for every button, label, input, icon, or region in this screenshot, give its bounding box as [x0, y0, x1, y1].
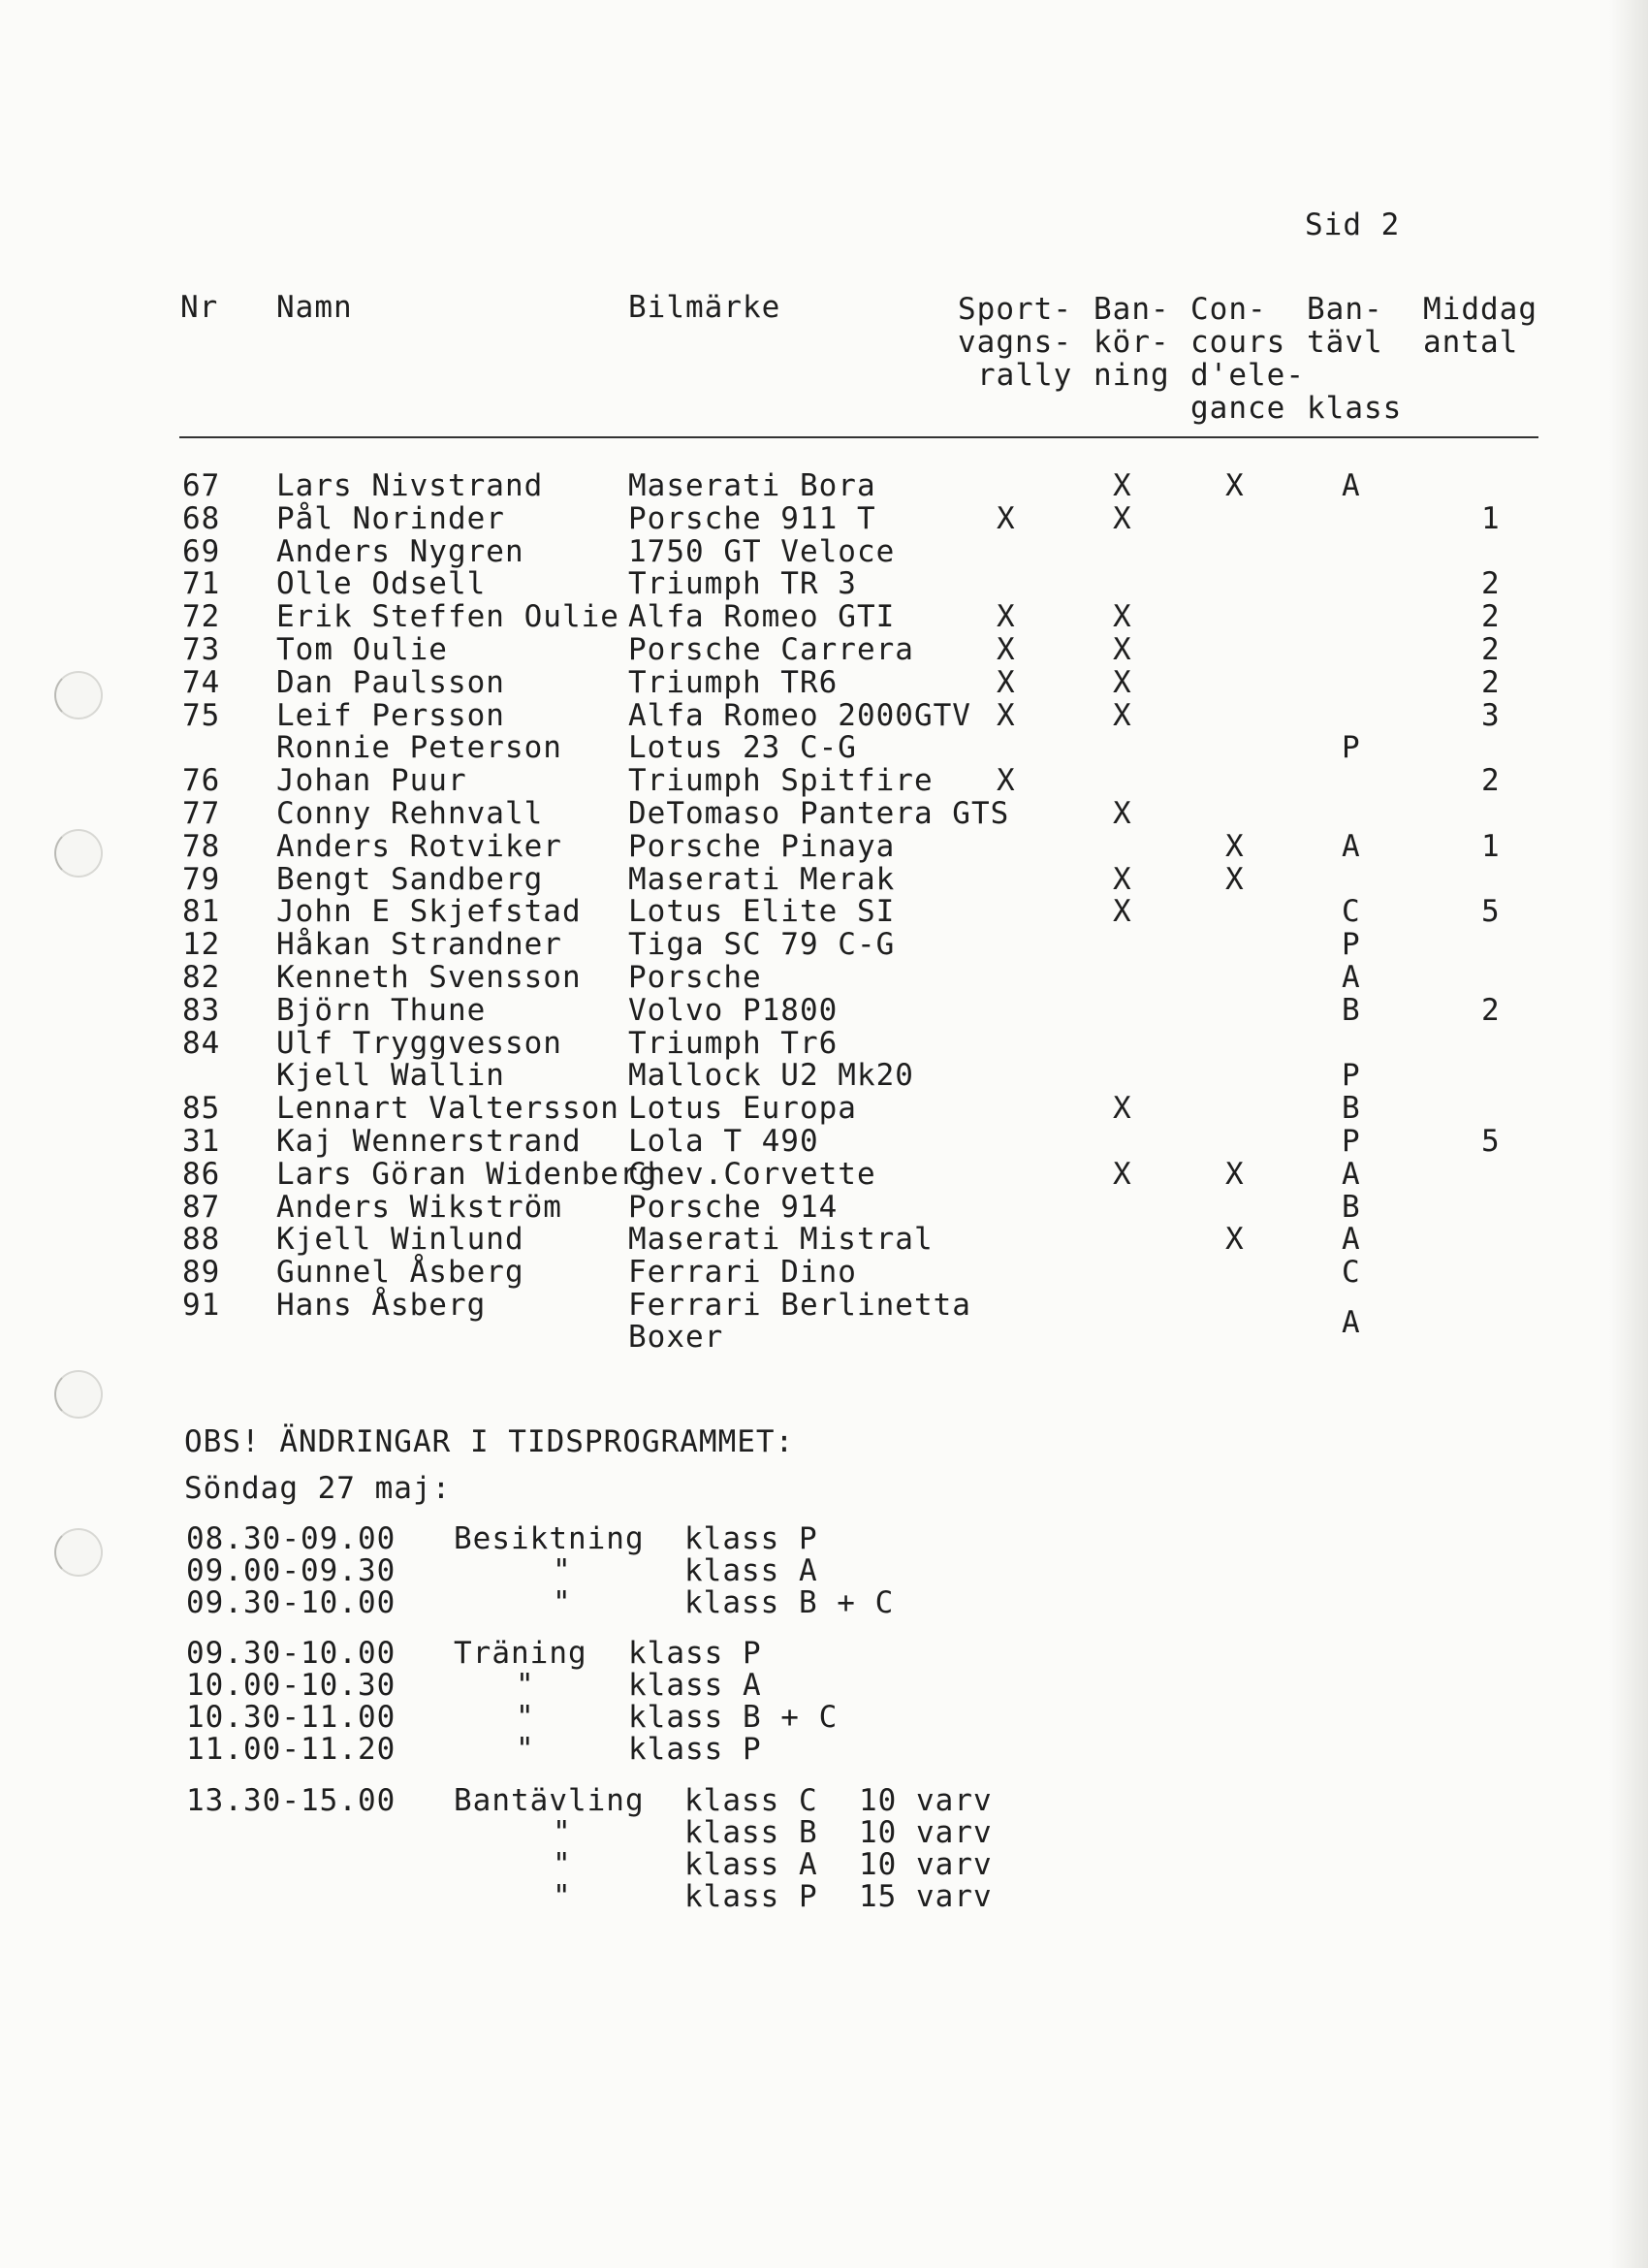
- header-ban-1: Ban-: [1093, 292, 1170, 327]
- row-car: Triumph TR6: [628, 664, 839, 700]
- row-name: Gunnel Åsberg: [276, 1255, 524, 1291]
- schedule-event: ": [553, 1815, 572, 1850]
- row-klass: A: [1342, 960, 1361, 995]
- row-name: Bengt Sandberg: [276, 861, 544, 897]
- row-nr: 67: [182, 468, 221, 503]
- row-middag: 2: [1481, 566, 1501, 602]
- row-middag: 5: [1481, 1124, 1501, 1159]
- row-middag: 2: [1481, 664, 1501, 700]
- row-car: Alfa Romeo GTI: [628, 599, 896, 635]
- row-car: Chev.Corvette: [628, 1156, 876, 1192]
- row-car: Maserati Mistral: [628, 1222, 934, 1258]
- row-klass: A: [1342, 1156, 1361, 1192]
- row-middag: 5: [1481, 894, 1501, 930]
- header-middag-2: antal: [1423, 325, 1519, 360]
- row-car: Maserati Merak: [628, 861, 896, 897]
- row-name: Lennart Valtersson: [276, 1091, 619, 1127]
- row-nr: 79: [182, 861, 221, 897]
- header-nr: Nr: [180, 290, 219, 325]
- row-name: Hans Åsberg: [276, 1288, 487, 1323]
- row-name: Erik Steffen Oulie: [276, 599, 619, 635]
- schedule-klass: klass A: [684, 1847, 818, 1882]
- row-klass: C: [1342, 1255, 1361, 1291]
- schedule-time: 09.30-10.00: [186, 1636, 396, 1671]
- row-klass: P: [1342, 1124, 1361, 1159]
- schedule-time: 09.30-10.00: [186, 1585, 396, 1620]
- row-name: Tom Oulie: [276, 632, 448, 667]
- row-car: Porsche Pinaya: [628, 828, 896, 864]
- row-name: Anders Wikström: [276, 1189, 562, 1225]
- row-nr: 74: [182, 664, 221, 700]
- schedule-varv: 10 varv: [859, 1815, 993, 1850]
- row-nr: 91: [182, 1288, 221, 1323]
- row-car: Lola T 490: [628, 1124, 819, 1159]
- row-name: Pål Norinder: [276, 500, 505, 536]
- row-klass: P: [1342, 1058, 1361, 1094]
- row-concours: X: [1225, 1156, 1245, 1192]
- row-nr: 31: [182, 1124, 221, 1159]
- row-car: Volvo P1800: [628, 992, 839, 1028]
- schedule-varv: 10 varv: [859, 1847, 993, 1882]
- schedule-klass: klass P: [684, 1521, 818, 1556]
- row-car: DeTomaso Pantera GTS: [628, 796, 1010, 831]
- header-ban-2: kör-: [1093, 325, 1170, 360]
- row-bankorning: X: [1113, 1091, 1132, 1127]
- row-middag: 2: [1481, 599, 1501, 635]
- header-con-4: gance: [1190, 391, 1286, 426]
- schedule-klass: klass B + C: [684, 1585, 895, 1620]
- schedule-time: 13.30-15.00: [186, 1783, 396, 1818]
- row-bankorning: X: [1113, 894, 1132, 930]
- row-name: Anders Rotviker: [276, 828, 562, 864]
- row-nr: 89: [182, 1255, 221, 1291]
- header-sport-3: rally: [977, 358, 1073, 393]
- row-nr: 88: [182, 1222, 221, 1258]
- header-divider: [179, 436, 1538, 438]
- schedule-time: 08.30-09.00: [186, 1521, 396, 1556]
- schedule-event: Besiktning: [454, 1521, 645, 1556]
- schedule-event: ": [553, 1585, 572, 1620]
- row-bankorning: X: [1113, 468, 1132, 503]
- row-sport: X: [997, 632, 1016, 667]
- header-tavl-1: Ban-: [1307, 292, 1383, 327]
- schedule-klass: klass P: [684, 1879, 818, 1914]
- header-ban-3: ning: [1093, 358, 1170, 393]
- row-nr: 71: [182, 566, 221, 602]
- row-bankorning: X: [1113, 632, 1132, 667]
- schedule-varv: 15 varv: [859, 1879, 993, 1914]
- header-con-1: Con-: [1190, 292, 1267, 327]
- row-name: Håkan Strandner: [276, 927, 562, 963]
- row-middag: 2: [1481, 763, 1501, 799]
- schedule-klass: klass A: [628, 1668, 762, 1703]
- row-name: Lars Göran Widenberg: [276, 1156, 658, 1192]
- row-sport: X: [997, 664, 1016, 700]
- row-bankorning: X: [1113, 796, 1132, 831]
- row-nr: 12: [182, 927, 221, 963]
- row-bankorning: X: [1113, 1156, 1132, 1192]
- row-middag: 3: [1481, 697, 1501, 733]
- row-car: Triumph TR 3: [628, 566, 857, 602]
- row-car: 1750 GT Veloce: [628, 533, 896, 569]
- schedule-event: ": [516, 1732, 535, 1767]
- schedule-klass: klass P: [628, 1636, 762, 1671]
- schedule-time: 10.30-11.00: [186, 1700, 396, 1735]
- row-name: Ronnie Peterson: [276, 730, 562, 766]
- row-middag: 1: [1481, 828, 1501, 864]
- paper-edge-shadow: [1609, 0, 1648, 2268]
- row-nr: 77: [182, 796, 221, 831]
- row-car: Mallock U2 Mk20: [628, 1058, 914, 1094]
- row-name: John E Skjefstad: [276, 894, 582, 930]
- row-sport: X: [997, 500, 1016, 536]
- last-row-car-line2: Boxer: [628, 1320, 724, 1355]
- row-klass: C: [1342, 894, 1361, 930]
- schedule-event: ": [516, 1668, 535, 1703]
- schedule-event: ": [553, 1879, 572, 1914]
- row-car: Alfa Romeo 2000GTV: [628, 697, 971, 733]
- row-nr: 85: [182, 1091, 221, 1127]
- row-middag: 2: [1481, 632, 1501, 667]
- row-name: Kjell Winlund: [276, 1222, 524, 1258]
- row-bankorning: X: [1113, 599, 1132, 635]
- row-car: Lotus Elite SI: [628, 894, 896, 930]
- row-bankorning: X: [1113, 500, 1132, 536]
- punch-hole: [54, 1528, 103, 1577]
- row-concours: X: [1225, 468, 1245, 503]
- row-nr: 72: [182, 599, 221, 635]
- row-nr: 75: [182, 697, 221, 733]
- row-name: Johan Puur: [276, 763, 467, 799]
- row-car: Ferrari Dino: [628, 1255, 857, 1291]
- schedule-event: Bantävling: [454, 1783, 645, 1818]
- row-name: Ulf Tryggvesson: [276, 1025, 562, 1061]
- row-klass: P: [1342, 927, 1361, 963]
- row-klass: B: [1342, 1189, 1361, 1225]
- schedule-varv: 10 varv: [859, 1783, 993, 1818]
- row-car: Lotus 23 C-G: [628, 730, 857, 766]
- row-nr: 83: [182, 992, 221, 1028]
- row-name: Leif Persson: [276, 697, 505, 733]
- schedule-klass: klass P: [628, 1732, 762, 1767]
- row-nr: 78: [182, 828, 221, 864]
- row-car: Ferrari Berlinetta: [628, 1288, 971, 1323]
- row-name: Björn Thune: [276, 992, 487, 1028]
- row-car: Lotus Europa: [628, 1091, 857, 1127]
- header-sport-2: vagns-: [958, 325, 1072, 360]
- header-bilmarke: Bilmärke: [628, 290, 781, 325]
- header-sport-1: Sport-: [958, 292, 1072, 327]
- row-concours: X: [1225, 828, 1245, 864]
- row-car: Porsche: [628, 960, 762, 995]
- header-con-2: cours: [1190, 325, 1286, 360]
- punch-hole: [54, 671, 103, 719]
- row-middag: 2: [1481, 992, 1501, 1028]
- schedule-klass: klass B + C: [628, 1700, 839, 1735]
- row-klass: P: [1342, 730, 1361, 766]
- row-car: Triumph Spitfire: [628, 763, 934, 799]
- row-klass: B: [1342, 992, 1361, 1028]
- row-bankorning: X: [1113, 664, 1132, 700]
- row-name: Kaj Wennerstrand: [276, 1124, 582, 1159]
- obs-date: Söndag 27 maj:: [184, 1471, 452, 1506]
- obs-heading: OBS! ÄNDRINGAR I TIDSPROGRAMMET:: [184, 1424, 795, 1459]
- row-klass: A: [1342, 468, 1361, 503]
- row-name: Kenneth Svensson: [276, 960, 582, 995]
- row-name: Olle Odsell: [276, 566, 487, 602]
- row-car: Porsche Carrera: [628, 632, 914, 667]
- header-middag-1: Middag: [1423, 292, 1537, 327]
- schedule-klass: klass A: [684, 1553, 818, 1588]
- row-nr: 82: [182, 960, 221, 995]
- row-car: Porsche 911 T: [628, 500, 876, 536]
- row-concours: X: [1225, 861, 1245, 897]
- row-klass: B: [1342, 1091, 1361, 1127]
- row-car: Triumph Tr6: [628, 1025, 839, 1061]
- schedule-klass: klass C: [684, 1783, 818, 1818]
- row-nr: 87: [182, 1189, 221, 1225]
- schedule-event: ": [516, 1700, 535, 1735]
- header-con-3: d'ele-: [1190, 358, 1305, 393]
- header-tavl-2: tävl: [1307, 325, 1383, 360]
- row-klass: A: [1342, 828, 1361, 864]
- row-sport: X: [997, 763, 1016, 799]
- row-nr: 81: [182, 894, 221, 930]
- row-car: Maserati Bora: [628, 468, 876, 503]
- row-nr: 76: [182, 763, 221, 799]
- schedule-event: Träning: [454, 1636, 587, 1671]
- row-nr: 68: [182, 500, 221, 536]
- row-concours: X: [1225, 1222, 1245, 1258]
- row-nr: 69: [182, 533, 221, 569]
- row-nr: 86: [182, 1156, 221, 1192]
- header-tavl-4: klass: [1307, 391, 1403, 426]
- row-name: Anders Nygren: [276, 533, 524, 569]
- row-name: Kjell Wallin: [276, 1058, 505, 1094]
- schedule-klass: klass B: [684, 1815, 818, 1850]
- row-nr: 73: [182, 632, 221, 667]
- row-bankorning: X: [1113, 697, 1132, 733]
- row-name: Conny Rehnvall: [276, 796, 544, 831]
- last-row-klass: A: [1342, 1305, 1361, 1340]
- page-label: Sid 2: [1305, 208, 1401, 242]
- row-car: Porsche 914: [628, 1189, 839, 1225]
- row-name: Dan Paulsson: [276, 664, 505, 700]
- row-name: Lars Nivstrand: [276, 468, 544, 503]
- schedule-time: 09.00-09.30: [186, 1553, 396, 1588]
- row-middag: 1: [1481, 500, 1501, 536]
- punch-hole: [54, 829, 103, 878]
- schedule-time: 11.00-11.20: [186, 1732, 396, 1767]
- header-namn: Namn: [276, 290, 353, 325]
- schedule-time: 10.00-10.30: [186, 1668, 396, 1703]
- row-sport: X: [997, 697, 1016, 733]
- row-car: Tiga SC 79 C-G: [628, 927, 896, 963]
- row-klass: A: [1342, 1222, 1361, 1258]
- schedule-event: ": [553, 1553, 572, 1588]
- punch-hole: [54, 1370, 103, 1419]
- row-bankorning: X: [1113, 861, 1132, 897]
- row-nr: 84: [182, 1025, 221, 1061]
- schedule-event: ": [553, 1847, 572, 1882]
- row-sport: X: [997, 599, 1016, 635]
